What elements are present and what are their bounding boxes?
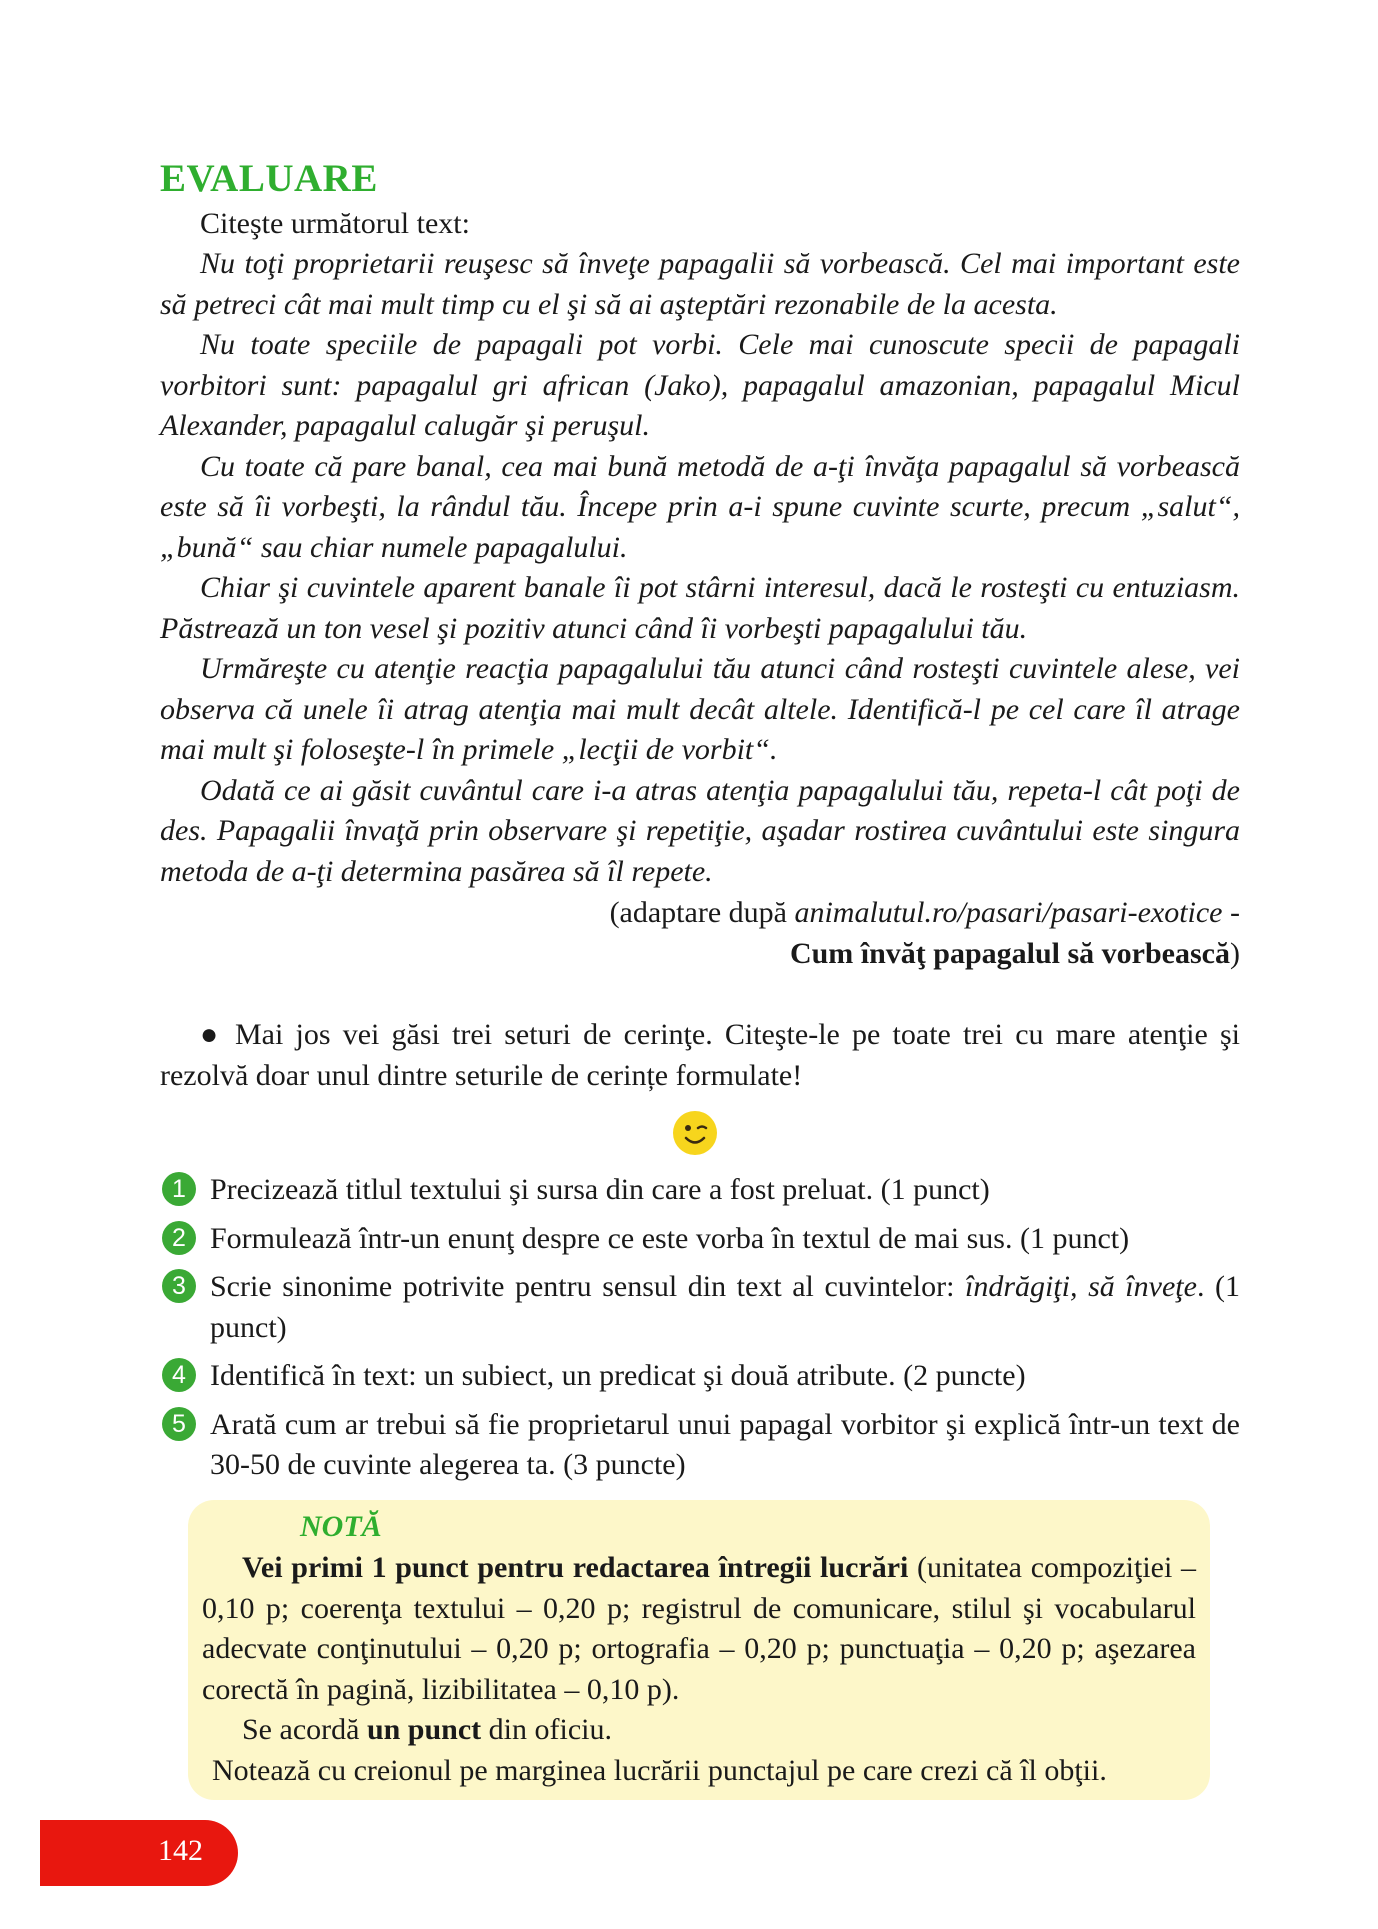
instruction-block (160, 1015, 1240, 1096)
note-bold-lead: Vei primi 1 punct pentru redactarea întregii lucrări (242, 1551, 909, 1584)
task-item (160, 1267, 1240, 1348)
note-line2-bold: un punct (366, 1713, 482, 1746)
task-number-badge: 3 (162, 1269, 196, 1303)
source-url: animalutul.ro/pasari/pasari-exotice - (794, 896, 1240, 929)
note-rest: (unitatea compoziţiei – 0,10 p; coerenţa textului – 0,20 p; registrul de comunicare, stilul şi vocabularul adecvate conţinutului – 0,20 p; ortografia – 0,20 p; punctuaţia – 0,20 p; aşezarea corectă în pagină, lizibilitatea – 0,10 p). (202, 1551, 1197, 1706)
task-text: Arată cum ar trebui să fie proprietarul unui papagal vorbitor şi explică într-un text de 30-50 de cuvinte alegerea ta. (3 puncte) (210, 1407, 1240, 1481)
task-item (160, 1170, 1240, 1211)
story-paragraph: Odată ce ai găsit cuvântul care i-a atras atenţia papagalului tău, repeta-l cât poţi de des. Papagalii învaţă prin observare şi repetiţie, aşadar rostirea cuvântului este singura metoda de a-ţi determina pasărea să îl repete. (160, 773, 1240, 888)
page-number: 142 (158, 1834, 203, 1867)
note-line2-post: din oficiu. (481, 1713, 612, 1746)
instruction-text: ● Mai jos vei găsi trei seturi de cerinţe. Citeşte-le pe toate trei cu mare atenţie şi rezolvă doar unul dintre seturile de cerințe formulate! (160, 1018, 1240, 1092)
task-number-badge: 4 (162, 1358, 196, 1392)
task-text: Formulează într-un enunţ despre ce este vorba în textul de mai sus. (1 punct) (210, 1221, 1130, 1255)
task-list (160, 1170, 1240, 1494)
task-number-badge: 5 (162, 1407, 196, 1441)
winking-face-icon (672, 1110, 718, 1156)
task-text: Scrie sinonime potrivite pentru sensul din text al cuvintelor: (210, 1270, 965, 1303)
task-text-tail: . (1 punct) (210, 1270, 1240, 1344)
note-line2-pre: Se acordă (242, 1713, 367, 1746)
section-heading: EVALUARE (160, 157, 378, 200)
task-text: Identifică în text: un subiect, un predicat şi două atribute. (2 puncte) (210, 1359, 1026, 1392)
note-paragraph (202, 1548, 1196, 1710)
source-citation (340, 893, 1240, 974)
note-box (188, 1500, 1210, 1800)
story-text (160, 244, 1240, 892)
note-line3: Notează cu creionul pe marginea lucrării punctajul pe care crezi că îl obţii. (212, 1753, 1107, 1787)
task-italic-words: îndrăgiţi, să înveţe (964, 1270, 1197, 1303)
note-body (202, 1548, 1196, 1791)
source-suffix: ) (1230, 936, 1240, 970)
story-paragraph: Chiar şi cuvintele aparent banale îi pot stârni interesul, dacă le rosteşti cu entuziasm. Păstrează un ton vesel şi pozitiv atunci când îi vorbeşti papagalului tău. (160, 571, 1240, 645)
intro-text: Citeşte următorul text: (200, 207, 470, 240)
story-paragraph: Urmăreşte cu atenţie reacţia papagalului tău atunci când rosteşti cuvintele alese, vei observa că unele îi atrag atenţia mai mult decât altele. Identifică-l pe cel care îl atrage mai mult şi foloseşte-l în primele „lecţii de vorbit“. (160, 652, 1240, 766)
task-number-badge: 1 (162, 1172, 196, 1206)
page-number-tab (40, 1820, 238, 1886)
intro-line (160, 204, 1240, 245)
source-title: Cum învăţ papagalul să vorbească (789, 936, 1230, 970)
story-paragraph: Nu toate speciile de papagali pot vorbi. Cele mai cunoscute specii de papagali vorbitori sunt: papagalul gri african (Jako), papagalul amazonian, papagalul Micul Alexander, papagalul calugăr şi peruşul. (160, 328, 1240, 442)
task-item (160, 1356, 1240, 1397)
task-number-badge: 2 (162, 1221, 196, 1255)
task-item (160, 1405, 1240, 1486)
task-text: Precizează titlul textului şi sursa din care a fost preluat. (1 punct) (210, 1173, 990, 1206)
source-prefix: (adaptare după (609, 896, 795, 929)
note-paragraph (202, 1710, 1196, 1751)
story-paragraph: Nu toţi proprietarii reuşesc să înveţe papagalii să vorbească. Cel mai important este să petreci cât mai mult timp cu el şi să ai aşteptări rezonabile de la acesta. (160, 247, 1240, 321)
note-title: NOTĂ (300, 1510, 382, 1543)
story-paragraph: Cu toate că pare banal, cea mai bună metodă de a-ţi învăţa papagalul să vorbească este să îi vorbeşti, la rândul tău. Începe prin a-i spune cuvinte scurte, precum „salut“, „bună“ sau chiar numele papagalului. (160, 449, 1240, 564)
note-paragraph (202, 1751, 1196, 1792)
task-item (160, 1219, 1240, 1260)
